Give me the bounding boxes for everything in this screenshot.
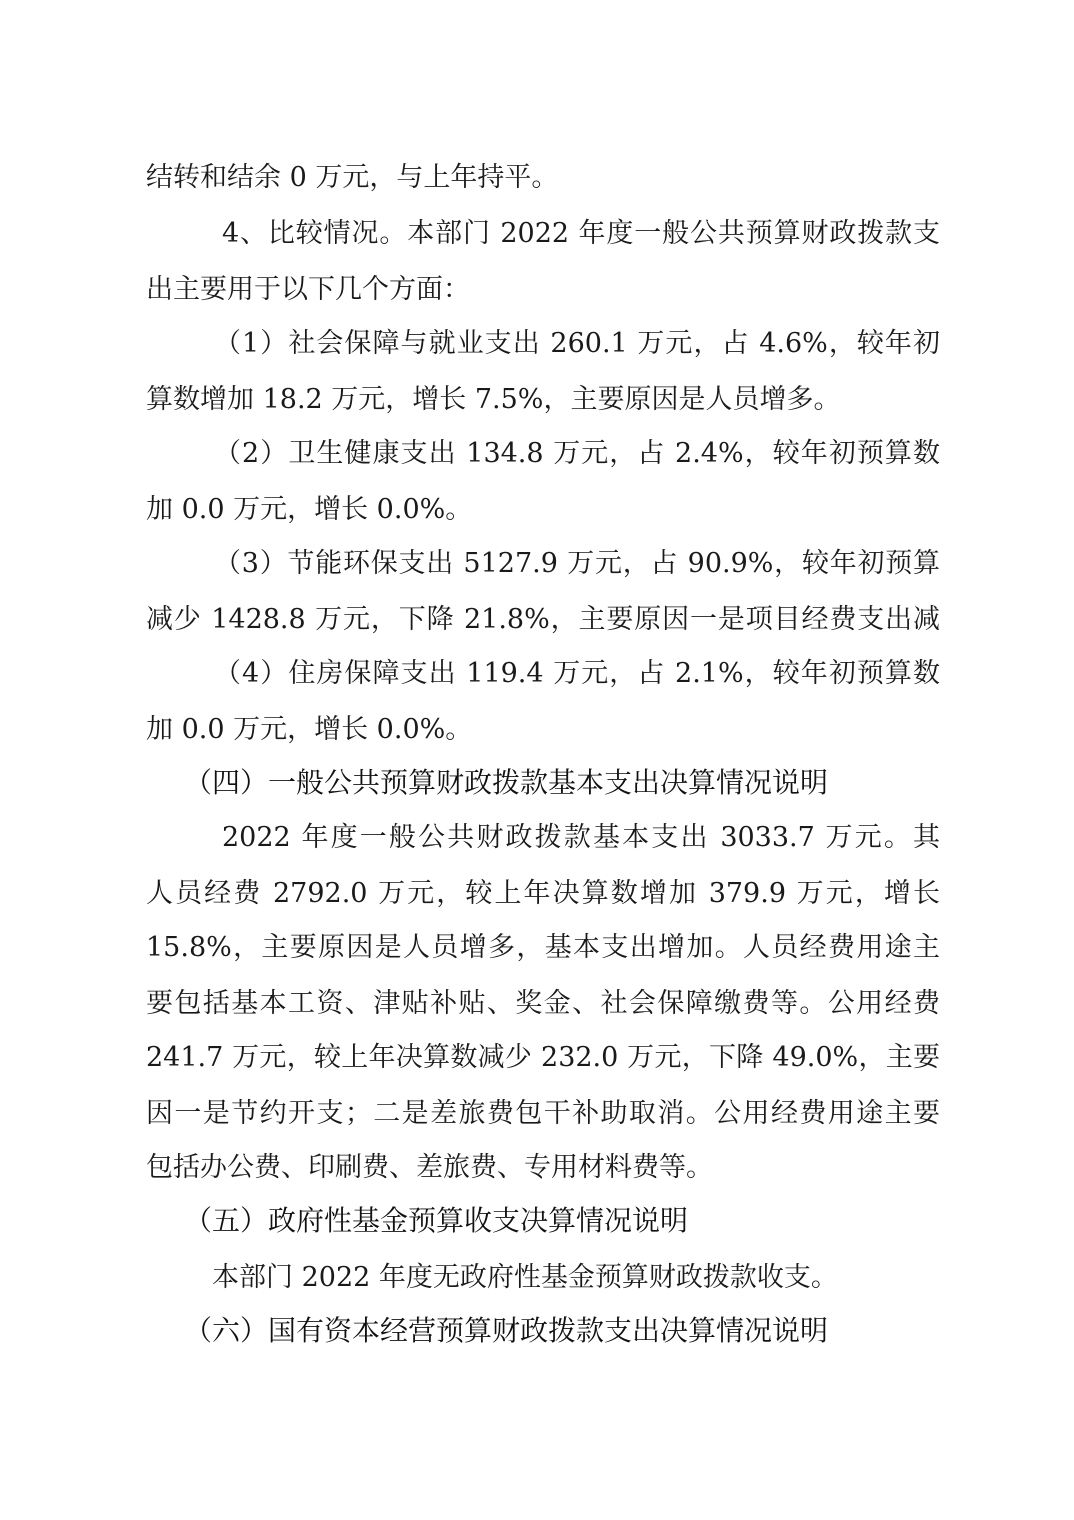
paragraph-line: （1）社会保障与就业支出 260.1 万元，占 4.6%，较年初 xyxy=(214,328,940,359)
paragraph-line: （3）节能环保支出 5127.9 万元，占 90.9%，较年初预算 xyxy=(214,548,940,579)
section-heading: （四）一般公共预算财政拨款基本支出决算情况说明 xyxy=(184,766,829,799)
paragraph-line: 15.8%，主要原因是人员增多，基本支出增加。人员经费用途主 xyxy=(146,932,940,963)
paragraph-line: （2）卫生健康支出 134.8 万元，占 2.4%，较年初预算数 xyxy=(214,438,940,469)
paragraph-line: 要包括基本工资、津贴补贴、奖金、社会保障缴费等。公用经费 xyxy=(146,988,940,1019)
paragraph-line: 加 0.0 万元，增长 0.0%。 xyxy=(146,494,473,525)
paragraph-line: 结转和结余 0 万元，与上年持平。 xyxy=(146,162,559,193)
paragraph-line: 人员经费 2792.0 万元，较上年决算数增加 379.9 万元，增长 xyxy=(146,878,940,909)
paragraph-line: 本部门 2022 年度无政府性基金预算财政拨款收支。 xyxy=(212,1262,838,1293)
paragraph-line: 因一是节约开支；二是差旅费包干补助取消。公用经费用途主要 xyxy=(146,1098,940,1129)
paragraph-line: 出主要用于以下几个方面： xyxy=(146,274,470,305)
paragraph-line: 包括办公费、印刷费、差旅费、专用材料费等。 xyxy=(146,1152,713,1183)
paragraph-line: 4、比较情况。本部门 2022 年度一般公共预算财政拨款支 xyxy=(222,218,940,249)
paragraph-line: 241.7 万元，较上年决算数减少 232.0 万元，下降 49.0%，主要 xyxy=(146,1042,940,1073)
paragraph-line: 加 0.0 万元，增长 0.0%。 xyxy=(146,714,473,745)
paragraph-line: （4）住房保障支出 119.4 万元，占 2.1%，较年初预算数 xyxy=(214,658,940,689)
paragraph-line: 减少 1428.8 万元，下降 21.8%，主要原因一是项目经费支出减 xyxy=(146,604,940,635)
paragraph-line: 2022 年度一般公共财政拨款基本支出 3033.7 万元。其 xyxy=(222,822,940,853)
section-heading: （六）国有资本经营预算财政拨款支出决算情况说明 xyxy=(184,1314,829,1347)
paragraph-line: 算数增加 18.2 万元，增长 7.5%，主要原因是人员增多。 xyxy=(146,384,841,415)
section-heading: （五）政府性基金预算收支决算情况说明 xyxy=(184,1204,689,1237)
